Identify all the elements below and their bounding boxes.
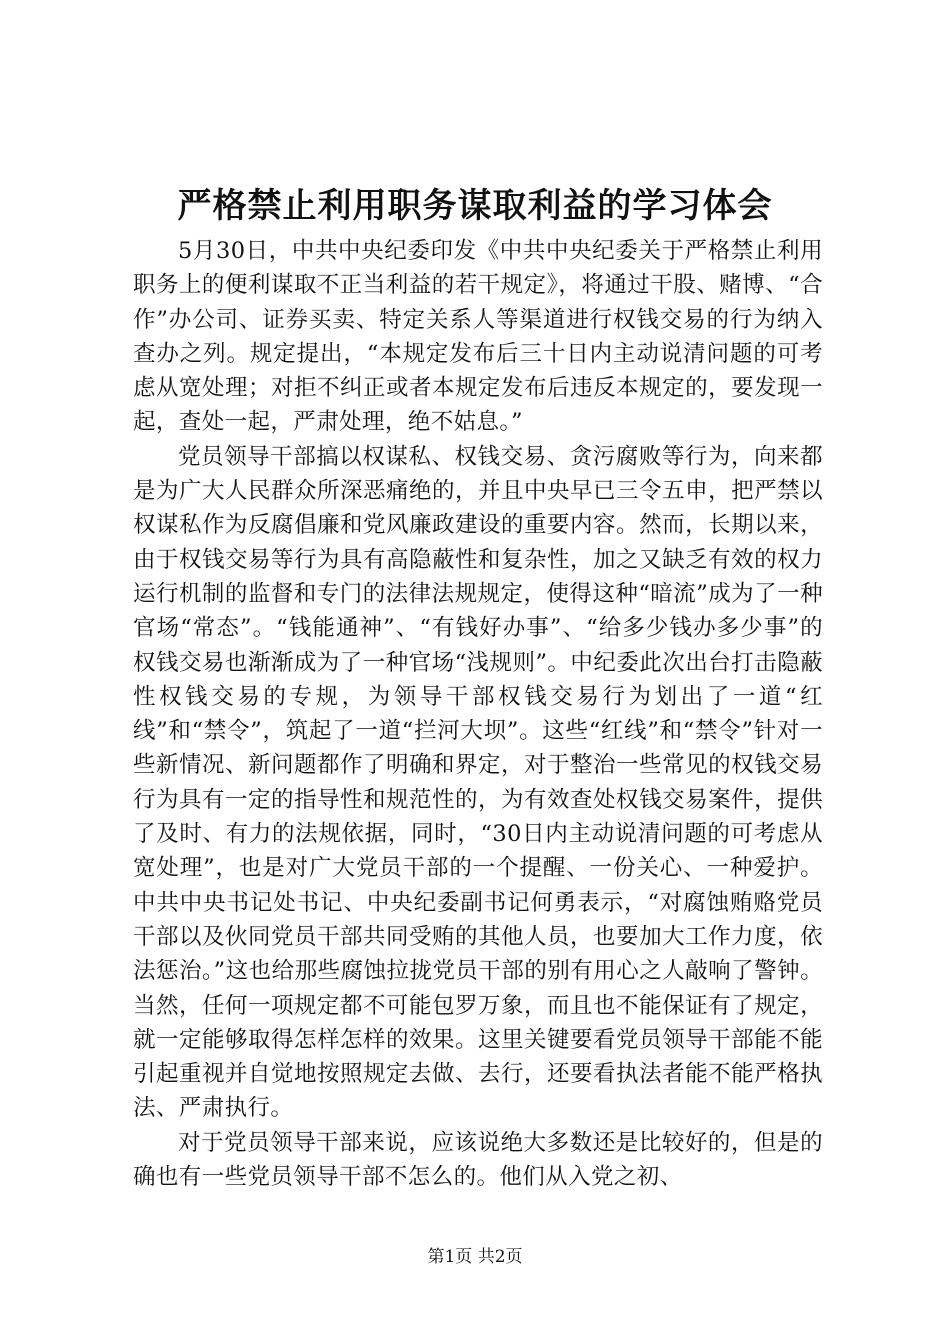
- document-body: [133, 234, 823, 1194]
- paragraph-3: 对于党员领导干部来说，应该说绝大多数还是比较好的，但是的确也有一些党员领导干部不怎么的。他们从入党之初、: [133, 1129, 823, 1191]
- document-title: 严格禁止利用职务谋取利益的学习体会: [177, 186, 773, 226]
- paragraph-1: 5月30日，中共中央纪委印发《中共中央纪委关于严格禁止利用职务上的便利谋取不正当利益的若干规定》，将通过干股、赌博、“合作”办公司、证券买卖、特定关系人等渠道进行权钱交易的行为纳入查办之列。规定提出，“本规定发布后三十日内主动说清问题的可考虑从宽处理；对拒不纠正或者本规定发布后违反本规定的，要发现一起，查处一起，严肃处理，绝不姑息。”: [133, 238, 823, 436]
- paragraph-2: 党员领导干部搞以权谋私、权钱交易、贪污腐败等行为，向来都是为广大人民群众所深恶痛绝的，并且中央早已三令五申，把严禁以权谋私作为反腐倡廉和党风廉政建设的重要内容。然而，长期以来，由于权钱交易等行为具有高隐蔽性和复杂性，加之又缺乏有效的权力运行机制的监督和专门的法律法规规定，使得这种“暗流”成为了一种官场“常态”。“钱能通神”、“有钱好办事”、“给多少钱办多少事”的权钱交易也渐渐成为了一种官场“浅规则”。中纪委此次出台打击隐蔽性权钱交易的专规，为领导干部权钱交易行为划出了一道“红线”和“禁令”，筑起了一道“拦河大坝”。这些“红线”和“禁令”针对一些新情况、新问题都作了明确和界定，对于整治一些常见的权钱交易行为具有一定的指导性和规范性的，为有效查处权钱交易案件，提供了及时、有力的法规依据，同时，“30日内主动说清问题的可考虑从宽处理”，也是对广大党员干部的一个提醒、一份关心、一种爱护。中共中央书记处书记、中央纪委副书记何勇表示，“对腐蚀贿赂党员干部以及伙同党员干部共同受贿的其他人员，也要加大工作力度，依法惩治。”这也给那些腐蚀拉拢党员干部的别有用心之人敲响了警钟。当然，任何一项规定都不可能包罗万象，而且也不能保证有了规定，就一定能够取得怎样怎样的效果。这里关键要看党员领导干部能不能引起重视并自觉地按照规定去做、去行，还要看执法者能不能严格执法、严肃执行。: [133, 443, 823, 1122]
- page-footer: 第1页 共2页: [427, 1247, 523, 1267]
